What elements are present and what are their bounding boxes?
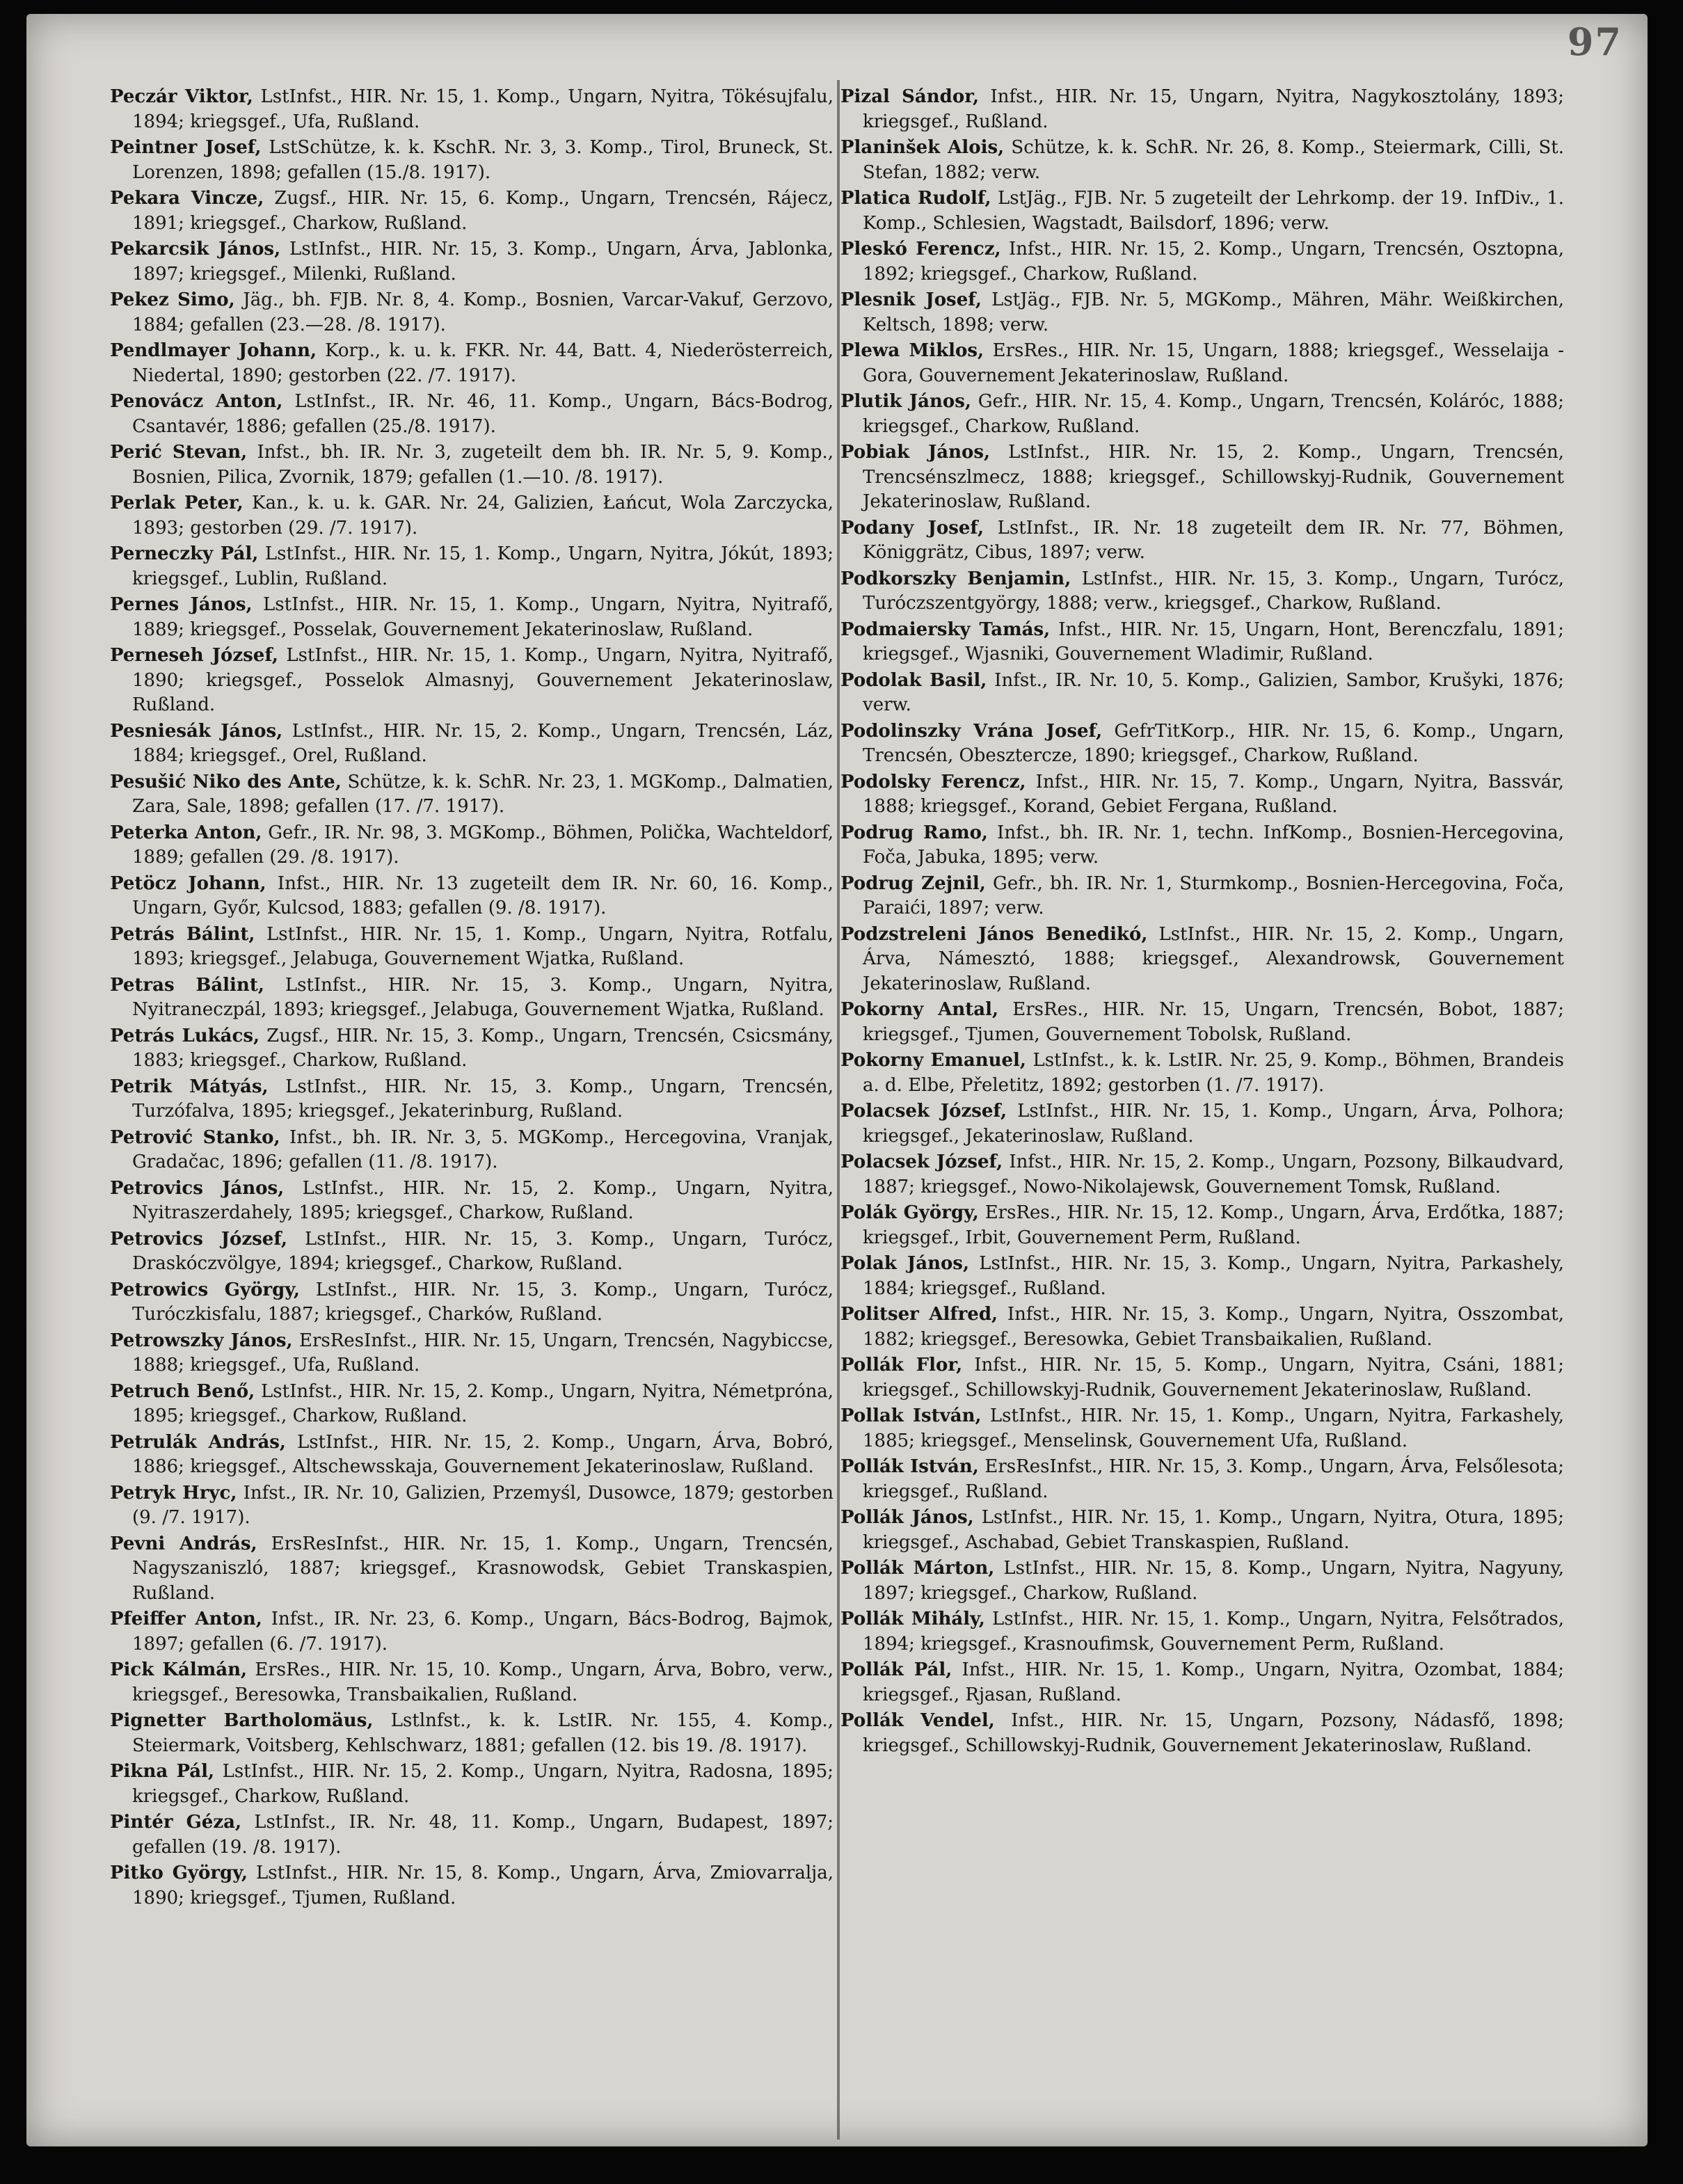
entry-text: LstInfst., HIR. Nr. 15, 2. Komp., Ungarn, Nyitra, Radosna, 1895; kriegsgef., Charkow, Rußland.	[132, 1761, 833, 1807]
entry-text: LstJäg., FJB. Nr. 5, MGKomp., Mähren, Mähr. Weißkirchen, Keltsch, 1898; verw.	[863, 289, 1564, 335]
entry-text: Zugsf., HIR. Nr. 15, 6. Komp., Ungarn, Trencsén, Rájecz, 1891; kriegsgef., Charkow, Rußland.	[132, 188, 833, 234]
entry-name: Petrovics János,	[110, 1177, 285, 1199]
list-item	[840, 1506, 1564, 1555]
entry-text: ErsResInfst., HIR. Nr. 15, 1. Komp., Ungarn, Trencsén, Nagyszaniszló, 1887; kriegsgef., Krasnowodsk, Gebiet Transkaspien, Rußland.	[132, 1533, 834, 1604]
list-item	[840, 1353, 1564, 1403]
entry-name: Pekara Vincze,	[110, 188, 264, 209]
entry-name: Polák György,	[840, 1202, 979, 1223]
entry-text: LstInfst., IR. Nr. 18 zugeteilt dem IR. Nr. 77, Böhmen, Königgrätz, Cibus, 1897; verw.	[863, 517, 1564, 563]
entry-text: LstInfst., HIR. Nr. 15, 1. Komp., Ungarn, Nyitra, Tökésujfalu, 1894; kriegsgef., Ufa, Rußland.	[132, 86, 834, 132]
entry-name: Pollák István,	[840, 1456, 979, 1477]
list-item	[840, 440, 1564, 515]
list-item	[840, 85, 1564, 134]
entry-text: ErsResInfst., HIR. Nr. 15, 3. Komp., Ungarn, Árva, Felsőlesota; kriegsgef., Rußland.	[863, 1456, 1564, 1502]
entry-text: LstInfst., HIR. Nr. 15, 2. Komp., Ungarn, Árva, Námesztó, 1888; kriegsgef., Alexandrowsk, Gouvernement Jekaterinoslaw, Rußland.	[863, 923, 1565, 994]
entry-name: Pesniesák János,	[110, 720, 283, 742]
list-item	[110, 1278, 833, 1328]
list-item	[110, 1658, 833, 1707]
entry-name: Peintner Josef,	[110, 137, 262, 158]
list-item	[840, 1404, 1564, 1453]
entry-name: Polacsek József,	[840, 1101, 1007, 1122]
list-item	[840, 821, 1564, 870]
entry-text: LstInfst., HIR. Nr. 15, 8. Komp., Ungarn, Árva, Zmiovarralja, 1890; kriegsgef., Tjumen, Rußland.	[132, 1863, 833, 1908]
list-item	[840, 1709, 1564, 1758]
list-item	[110, 821, 833, 870]
list-item	[110, 770, 833, 820]
list-item	[840, 1252, 1564, 1301]
entry-name: Podrug Zejnil,	[840, 872, 986, 894]
list-item	[840, 1607, 1564, 1657]
document-page	[26, 14, 1648, 2146]
entry-name: Plesnik Josef,	[840, 289, 982, 310]
list-item	[840, 567, 1564, 616]
entry-text: GefrTitKorp., HIR. Nr. 15, 6. Komp., Ungarn, Trencsén, Obesztercze, 1890; kriegsgef., Charkow, Rußland.	[863, 720, 1564, 766]
entry-text: LstInfst., HIR. Nr. 15, 2. Komp., Ungarn, Trencsén, Trencsénszlmecz, 1888; kriegsgef., Schillowskyj-Rudnik, Gouvernement Jekaterinoslaw, Rußland.	[863, 442, 1564, 512]
entry-text: Lstlnfst., k. k. LstIR. Nr. 155, 4. Komp., Steiermark, Voitsberg, Kehlschwarz, 1881; gefallen (12. bis 19. /8. 1917).	[132, 1710, 834, 1756]
entry-text: Infst., HIR. Nr. 15, Ungarn, Nyitra, Nagykosztolány, 1893; kriegsgef., Rußland.	[863, 86, 1565, 132]
entry-name: Pokorny Emanuel,	[840, 1050, 1026, 1071]
list-item	[110, 288, 833, 337]
entry-name: Petrik Mátyás,	[110, 1076, 269, 1097]
list-item	[840, 1201, 1564, 1250]
entry-text: LstInfst., HIR. Nr. 15, 3. Komp., Ungarn, Trencsén, Turzófalva, 1895; kriegsgef., Jekaterinburg, Rußland.	[132, 1076, 834, 1122]
entry-name: Penovácz Anton,	[110, 391, 283, 412]
entry-name: Polak János,	[840, 1253, 970, 1274]
list-item	[840, 1150, 1564, 1199]
list-item	[110, 1607, 833, 1657]
entry-text: LstInfst., IR. Nr. 48, 11. Komp., Ungarn, Budapest, 1897; gefallen (19. /8. 1917).	[132, 1812, 833, 1858]
list-item	[110, 1861, 833, 1911]
entry-name: Pikna Pál,	[110, 1761, 215, 1782]
entry-name: Platica Rudolf,	[840, 188, 991, 209]
entry-text: LstInfst., HIR. Nr. 15, 2. Komp., Ungarn, Nyitra, Németpróna, 1895; kriegsgef., Charkow, Rußland.	[132, 1380, 833, 1426]
entry-name: Podrug Ramo,	[840, 822, 988, 843]
entry-name: Pevni András,	[110, 1533, 257, 1554]
entry-text: Gefr., IR. Nr. 98, 3. MGKomp., Böhmen, Polička, Wachteldorf, 1889; gefallen (29. /8. 1917).	[132, 822, 833, 868]
entry-text: Infst., HIR. Nr. 15, 7. Komp., Ungarn, Nyitra, Bassvár, 1888; kriegsgef., Korand, Gebiet Fergana, Rußland.	[863, 771, 1564, 817]
entry-text: LstInfst., HIR. Nr. 15, 3. Komp., Ungarn, Nyitra, Parkashely, 1884; kriegsgef., Rußland.	[863, 1253, 1564, 1299]
entry-text: Infst., HIR. Nr. 15, 2. Komp., Ungarn, Pozsony, Bilkaudvard, 1887; kriegsgef., Nowo-Nikolajewsk, Gouvernement Tomsk, Rußland.	[863, 1151, 1564, 1197]
entry-text: LstSchütze, k. k. KschR. Nr. 3, 3. Komp., Tirol, Bruneck, St. Lorenzen, 1898; gefallen (15./8. 1917).	[132, 137, 833, 183]
entry-name: Pendlmayer Johann,	[110, 340, 317, 361]
entry-name: Podolak Basil,	[840, 669, 987, 691]
list-item	[110, 85, 833, 134]
entry-name: Petrulák András,	[110, 1431, 286, 1453]
list-item	[840, 719, 1564, 769]
entry-text: Infst., HIR. Nr. 15, Ungarn, Hont, Berenczfalu, 1891; kriegsgef., Wjasniki, Gouvernement Wladimir, Rußland.	[863, 619, 1564, 664]
entry-text: Infst., bh. IR. Nr. 3, zugeteilt dem bh. IR. Nr. 5, 9. Komp., Bosnien, Pilica, Zvornik, 1879; gefallen (1.—10. /8. 1917).	[132, 442, 833, 488]
list-item	[110, 1709, 833, 1758]
entry-text: ErsRes., HIR. Nr. 15, 10. Komp., Ungarn, Árva, Bobro, verw., kriegsgef., Beresowka, Transbaikalien, Rußland.	[132, 1659, 833, 1705]
list-item	[840, 136, 1564, 185]
list-item	[840, 1049, 1564, 1098]
entry-text: LstInfst., HIR. Nr. 15, 1. Komp., Ungarn, Nyitra, Felsőtrados, 1894; kriegsgef., Krasnoufimsk, Gouvernement Perm, Rußland.	[863, 1609, 1564, 1655]
list-item	[110, 1024, 833, 1074]
entry-text: Infst., IR. Nr. 10, Galizien, Przemyśl, Dusowce, 1879; gestorben (9. /7. 1917).	[132, 1482, 834, 1528]
entry-text: Kan., k. u. k. GAR. Nr. 24, Galizien, Łańcut, Wola Zarczycka, 1893; gestorben (29. /7. 1917).	[132, 493, 834, 539]
list-item	[110, 1430, 833, 1480]
entry-text: Infst., bh. IR. Nr. 1, techn. InfKomp., Bosnien-Hercegovina, Foča, Jabuka, 1895; verw.	[863, 822, 1565, 868]
entry-text: Jäg., bh. FJB. Nr. 8, 4. Komp., Bosnien, Varcar-Vakuf, Gerzovo, 1884; gefallen (23.—28. /8. 1917).	[132, 289, 834, 335]
entry-text: Infst., IR. Nr. 10, 5. Komp., Galizien, Sambor, Krušyki, 1876; verw.	[863, 669, 1564, 715]
entry-name: Planinšek Alois,	[840, 137, 1005, 158]
entry-text: Schütze, k. k. SchR. Nr. 23, 1. MGKomp., Dalmatien, Zara, Sale, 1898; gefallen (17. /7. 1917).	[132, 771, 833, 817]
entry-text: LstInfst., HIR. Nr. 15, 2. Komp., Ungarn, Árva, Bobró, 1886; kriegsgef., Altschewsskaja, Gouvernement Jekaterinoslaw, Rußland.	[132, 1431, 833, 1477]
entry-name: Pleskó Ferencz,	[840, 239, 1001, 260]
list-item	[110, 1380, 833, 1429]
entry-text: LstInfst., HIR. Nr. 15, 1. Komp., Ungarn, Árva, Polhora; kriegsgef., Jekaterinoslaw, Rußland.	[863, 1101, 1565, 1147]
list-item	[110, 1481, 833, 1531]
list-item	[110, 1532, 833, 1607]
entry-name: Petöcz Johann,	[110, 872, 266, 894]
list-item	[840, 770, 1564, 820]
entry-name: Peterka Anton,	[110, 822, 262, 843]
list-item	[840, 288, 1564, 337]
entry-text: LstInfst., HIR. Nr. 15, 3. Komp., Ungarn, Turócz, Turóczszentgyörgy, 1888; verw., kriegsgef., Charkow, Rußland.	[863, 568, 1564, 614]
entry-name: Pekez Simo,	[110, 289, 235, 310]
list-item	[110, 542, 833, 591]
entry-text: LstInfst., HIR. Nr. 15, 1. Komp., Ungarn, Nyitra, Jókút, 1893; kriegsgef., Lublin, Rußland.	[132, 543, 834, 589]
entry-name: Pokorny Antal,	[840, 999, 999, 1020]
entry-text: LstJäg., FJB. Nr. 5 zugeteilt der Lehrkomp. der 19. InfDiv., 1. Komp., Schlesien, Wagstadt, Bailsdorf, 1896; verw.	[863, 188, 1564, 234]
entry-text: LstInfst., IR. Nr. 46, 11. Komp., Ungarn, Bács-Bodrog, Csantavér, 1886; gefallen (25./8. 1917).	[132, 391, 833, 437]
entry-text: LstInfst., k. k. LstIR. Nr. 25, 9. Komp., Böhmen, Brandeis a. d. Elbe, Přeletitz, 1892; gestorben (1. /7. 1917).	[863, 1050, 1565, 1096]
entry-text: LstInfst., HIR. Nr. 15, 2. Komp., Ungarn, Nyitra, Nyitraszerdahely, 1895; kriegsgef., Charkow, Rußland.	[132, 1177, 833, 1223]
entry-name: Pollák János,	[840, 1507, 974, 1528]
list-item	[840, 237, 1564, 287]
list-item	[110, 973, 833, 1023]
list-item	[110, 1075, 833, 1124]
entry-name: Pobiak János,	[840, 442, 991, 463]
list-item	[840, 1658, 1564, 1707]
entry-name: Pizal Sándor,	[840, 86, 980, 107]
entry-text: LstInfst., HIR. Nr. 15, 3. Komp., Ungarn, Turócz, Draskóczvölgye, 1894; kriegsgef., Charkow, Rußland.	[132, 1228, 833, 1274]
entry-text: Infst., HIR. Nr. 15, 5. Komp., Ungarn, Nyitra, Csáni, 1881; kriegsgef., Schillowskyj-Rudnik, Gouvernement Jekaterinoslaw, Rußland.	[863, 1355, 1564, 1401]
entry-text: Infst., HIR. Nr. 13 zugeteilt dem IR. Nr. 60, 16. Komp., Ungarn, Győr, Kulcsod, 1883; gefallen (9. /8. 1917).	[132, 872, 833, 918]
entry-name: Podkorszky Benjamin,	[840, 568, 1071, 589]
entry-name: Perneczky Pál,	[110, 543, 259, 564]
entry-name: Perneseh József,	[110, 645, 278, 666]
entry-name: Podmaiersky Tamás,	[840, 619, 1051, 640]
entry-name: Pintér Géza,	[110, 1812, 242, 1833]
list-item	[840, 516, 1564, 566]
list-item	[110, 1177, 833, 1226]
entry-name: Podolsky Ferencz,	[840, 771, 1026, 792]
entry-text: Infst., IR. Nr. 23, 6. Komp., Ungarn, Bács-Bodrog, Bajmok, 1897; gefallen (6. /7. 1917).	[132, 1609, 834, 1655]
list-item	[110, 491, 833, 541]
list-item	[840, 339, 1564, 388]
entry-name: Pollák Pál,	[840, 1659, 952, 1680]
entry-name: Pollák Mihály,	[840, 1609, 985, 1629]
list-item	[110, 237, 833, 287]
entry-name: Politser Alfred,	[840, 1304, 998, 1325]
entry-name: Petrás Lukács,	[110, 1025, 260, 1046]
entry-name: Plutik János,	[840, 391, 971, 412]
list-item	[110, 1760, 833, 1809]
entry-name: Pesušić Niko des Ante,	[110, 771, 342, 792]
entry-text: Infst., HIR. Nr. 15, 1. Komp., Ungarn, Nyitra, Ozombat, 1884; kriegsgef., Rjasan, Rußland.	[863, 1659, 1564, 1705]
entry-name: Pollák Flor,	[840, 1355, 963, 1376]
entry-text: LstInfst., HIR. Nr. 15, 1. Komp., Ungarn, Nyitra, Nyitrafő, 1890; kriegsgef., Posselok Almasnyj, Gouvernement Jekaterinoslaw, Rußland.	[132, 645, 833, 715]
entry-text: Infst., HIR. Nr. 15, Ungarn, Pozsony, Nádasfő, 1898; kriegsgef., Schillowskyj-Rudnik, Gouvernement Jekaterinoslaw, Rußland.	[863, 1710, 1564, 1756]
list-item	[110, 719, 833, 769]
entry-text: LstInfst., HIR. Nr. 15, 2. Komp., Ungarn, Trencsén, Láz, 1884; kriegsgef., Orel, Rußland.	[132, 720, 833, 766]
entry-name: Podolinszky Vrána Josef,	[840, 720, 1103, 742]
list-item	[110, 440, 833, 490]
list-item	[110, 1227, 833, 1277]
list-item	[110, 923, 833, 972]
entry-text: Gefr., HIR. Nr. 15, 4. Komp., Ungarn, Trencsén, Koláróc, 1888; kriegsgef., Charkow, Rußland.	[863, 391, 1564, 437]
list-item	[840, 923, 1564, 997]
entry-name: Pitko György,	[110, 1863, 248, 1883]
list-item	[110, 1329, 833, 1378]
page-number: 97	[1567, 19, 1622, 64]
entry-text: Gefr., bh. IR. Nr. 1, Sturmkomp., Bosnien-Hercegovina, Foča, Paraići, 1897; verw.	[863, 872, 1564, 918]
list-item	[110, 339, 833, 388]
left-column	[110, 85, 833, 1912]
list-item	[110, 186, 833, 236]
entry-name: Pollák Vendel,	[840, 1710, 995, 1731]
list-item	[110, 872, 833, 921]
entry-text: LstInfst., HIR. Nr. 15, 1. Komp., Ungarn, Nyitra, Farkashely, 1885; kriegsgef., Menselinsk, Gouvernement Ufa, Rußland.	[863, 1405, 1564, 1451]
list-item	[840, 669, 1564, 718]
entry-name: Polacsek József,	[840, 1151, 1003, 1172]
entry-name: Petrowics György,	[110, 1279, 300, 1300]
entry-text: ErsResInfst., HIR. Nr. 15, Ungarn, Trencsén, Nagybiccse, 1888; kriegsgef., Ufa, Rußland.	[132, 1330, 833, 1376]
entry-name: Perić Stevan,	[110, 442, 248, 463]
entry-name: Petrovics József,	[110, 1228, 287, 1250]
list-item	[840, 186, 1564, 236]
entry-name: Podzstreleni János Benedikó,	[840, 923, 1148, 945]
entry-name: Podany Josef,	[840, 517, 984, 539]
list-item	[840, 618, 1564, 667]
entry-text: Zugsf., HIR. Nr. 15, 3. Komp., Ungarn, Trencsén, Csicsmány, 1883; kriegsgef., Charkow, Rußland.	[132, 1025, 833, 1071]
entry-name: Petruch Benő,	[110, 1380, 255, 1402]
entry-text: Infst., bh. IR. Nr. 3, 5. MGKomp., Hercegovina, Vranjak, Gradačac, 1896; gefallen (11. /8. 1917).	[132, 1126, 833, 1172]
entry-name: Peczár Viktor,	[110, 86, 253, 107]
entry-name: Pick Kálmán,	[110, 1659, 248, 1680]
entry-text: LstInfst., HIR. Nr. 15, 3. Komp., Ungarn, Nyitra, Nyitraneczpál, 1893; kriegsgef., Jelabuga, Gouvernement Wjatka, Rußland.	[132, 974, 833, 1020]
list-item	[110, 593, 833, 642]
entry-name: Pollák Márton,	[840, 1558, 995, 1579]
entry-name: Petrowszky János,	[110, 1330, 293, 1351]
entry-name: Pernes János,	[110, 594, 253, 615]
entry-name: Pollak István,	[840, 1405, 982, 1426]
list-item	[110, 390, 833, 439]
list-item	[840, 1556, 1564, 1606]
entry-text: Infst., HIR. Nr. 15, 2. Komp., Ungarn, Trencsén, Osztopna, 1892; kriegsgef., Charkow, Rußland.	[863, 239, 1564, 285]
entry-text: LstInfst., HIR. Nr. 15, 1. Komp., Ungarn, Nyitra, Otura, 1895; kriegsgef., Aschabad, Gebiet Transkaspien, Rußland.	[863, 1507, 1564, 1553]
entry-text: ErsRes., HIR. Nr. 15, Ungarn, Trencsén, Bobot, 1887; kriegsgef., Tjumen, Gouvernement Tobolsk, Rußland.	[863, 999, 1564, 1045]
entry-text: LstInfst., HIR. Nr. 15, 3. Komp., Ungarn, Turócz, Turóczkisfalu, 1887; kriegsgef., Charków, Rußland.	[132, 1279, 833, 1325]
entry-name: Pfeiffer Anton,	[110, 1609, 262, 1629]
entry-name: Petras Bálint,	[110, 974, 264, 996]
entry-text: LstInfst., HIR. Nr. 15, 3. Komp., Ungarn, Árva, Jablonka, 1897; kriegsgef., Milenki, Rußland.	[132, 239, 833, 285]
column-divider	[837, 80, 840, 2139]
list-item	[840, 390, 1564, 439]
entry-text: LstInfst., HIR. Nr. 15, 1. Komp., Ungarn, Nyitra, Rotfalu, 1893; kriegsgef., Jelabuga, Gouvernement Wjatka, Rußland.	[132, 923, 833, 969]
entry-text: Infst., HIR. Nr. 15, 3. Komp., Ungarn, Nyitra, Osszombat, 1882; kriegsgef., Beresowka, Gebiet Transbaikalien, Rußland.	[863, 1304, 1564, 1350]
list-item	[110, 136, 833, 185]
entry-text: Korp., k. u. k. FKR. Nr. 44, Batt. 4, Niederösterreich, Niedertal, 1890; gestorben (22. /7. 1917).	[132, 340, 833, 386]
list-item	[110, 1810, 833, 1860]
entry-name: Petrás Bálint,	[110, 923, 255, 945]
list-item	[840, 1099, 1564, 1149]
list-item	[840, 1455, 1564, 1504]
entry-text: ErsRes., HIR. Nr. 15, 12. Komp., Ungarn, Árva, Erdőtka, 1887; kriegsgef., Irbit, Gouvernement Perm, Rußland.	[863, 1202, 1565, 1248]
entry-text: LstInfst., HIR. Nr. 15, 1. Komp., Ungarn, Nyitra, Nyitrafő, 1889; kriegsgef., Posselak, Gouvernement Jekaterinoslaw, Rußland.	[132, 594, 833, 640]
list-item	[840, 1302, 1564, 1352]
entry-name: Petryk Hryc,	[110, 1482, 237, 1504]
entry-name: Plewa Miklos,	[840, 340, 984, 361]
list-item	[110, 1126, 833, 1175]
right-column	[840, 85, 1564, 1760]
list-item	[840, 872, 1564, 921]
entry-text: LstInfst., HIR. Nr. 15, 8. Komp., Ungarn, Nyitra, Nagyuny, 1897; kriegsgef., Charkow, Rußland.	[863, 1558, 1564, 1604]
list-item	[840, 998, 1564, 1047]
entry-name: Pignetter Bartholomäus,	[110, 1710, 374, 1731]
entry-name: Petrović Stanko,	[110, 1126, 280, 1148]
entry-name: Pekarcsik János,	[110, 239, 281, 260]
entry-text: ErsRes., HIR. Nr. 15, Ungarn, 1888; kriegsgef., Wesselaija -Gora, Gouvernement Jekaterinoslaw, Rußland.	[863, 340, 1564, 386]
entry-text: Schütze, k. k. SchR. Nr. 26, 8. Komp., Steiermark, Cilli, St. Stefan, 1882; verw.	[863, 137, 1565, 183]
list-item	[110, 644, 833, 718]
entry-name: Perlak Peter,	[110, 493, 244, 513]
